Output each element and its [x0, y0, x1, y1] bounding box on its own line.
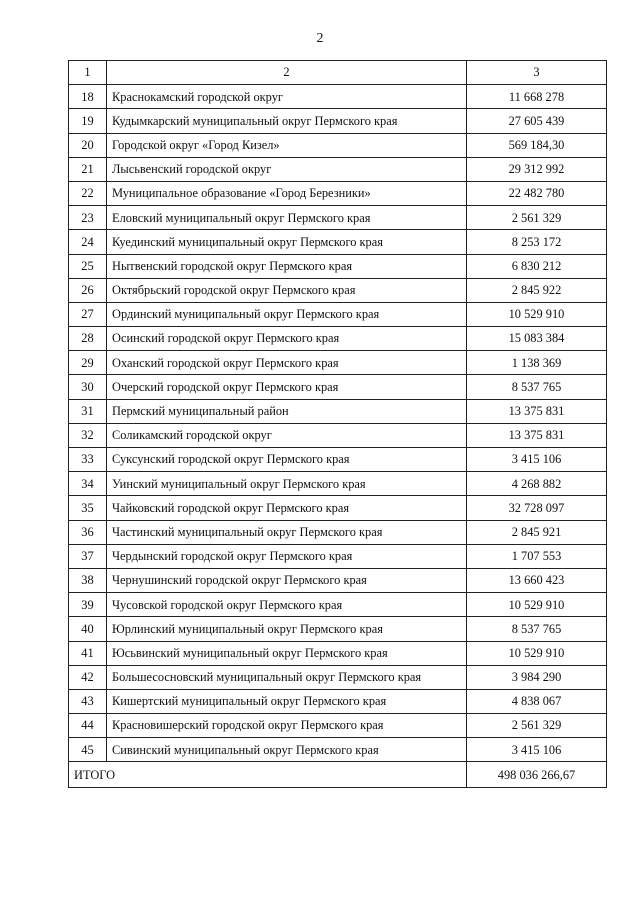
- amount-cell: 4 268 882: [467, 472, 607, 496]
- header-col-2: 2: [107, 61, 467, 85]
- amount-cell: 22 482 780: [467, 181, 607, 205]
- table-row: [69, 448, 607, 472]
- table-row: [69, 327, 607, 351]
- row-number-cell: 36: [69, 520, 107, 544]
- amount-cell: 1 707 553: [467, 544, 607, 568]
- table-row: [69, 375, 607, 399]
- municipality-name-cell: Большесосновский муниципальный округ Пермского края: [107, 665, 467, 689]
- table-row: [69, 181, 607, 205]
- table-row: [69, 109, 607, 133]
- row-number-cell: 42: [69, 665, 107, 689]
- row-number-cell: 29: [69, 351, 107, 375]
- table-row: [69, 617, 607, 641]
- table-row: [69, 423, 607, 447]
- municipality-name-cell: Пермский муниципальный район: [107, 399, 467, 423]
- amount-cell: 2 845 921: [467, 520, 607, 544]
- amount-cell: 3 984 290: [467, 665, 607, 689]
- amount-cell: 8 253 172: [467, 230, 607, 254]
- row-number-cell: 22: [69, 181, 107, 205]
- row-number-cell: 38: [69, 568, 107, 592]
- municipality-name-cell: Уинский муниципальный округ Пермского края: [107, 472, 467, 496]
- municipality-name-cell: Еловский муниципальный округ Пермского края: [107, 206, 467, 230]
- row-number-cell: 18: [69, 85, 107, 109]
- row-number-cell: 45: [69, 738, 107, 762]
- row-number-cell: 21: [69, 157, 107, 181]
- amount-cell: 2 561 329: [467, 714, 607, 738]
- municipality-name-cell: Красновишерский городской округ Пермского края: [107, 714, 467, 738]
- amount-cell: 2 561 329: [467, 206, 607, 230]
- municipality-name-cell: Куединский муниципальный округ Пермского края: [107, 230, 467, 254]
- amount-cell: 569 184,30: [467, 133, 607, 157]
- table-row: [69, 157, 607, 181]
- row-number-cell: 24: [69, 230, 107, 254]
- row-number-cell: 28: [69, 327, 107, 351]
- amount-cell: 3 415 106: [467, 448, 607, 472]
- table-row: [69, 351, 607, 375]
- row-number-cell: 43: [69, 689, 107, 713]
- row-number-cell: 41: [69, 641, 107, 665]
- amount-cell: 4 838 067: [467, 689, 607, 713]
- amount-cell: 15 083 384: [467, 327, 607, 351]
- amount-cell: 8 537 765: [467, 375, 607, 399]
- municipality-name-cell: Чусовской городской округ Пермского края: [107, 593, 467, 617]
- table-row: [69, 568, 607, 592]
- municipality-name-cell: Соликамский городской округ: [107, 423, 467, 447]
- table-row: [69, 520, 607, 544]
- table-row: [69, 230, 607, 254]
- amount-cell: 10 529 910: [467, 302, 607, 326]
- table-row: [69, 689, 607, 713]
- municipality-name-cell: Осинский городской округ Пермского края: [107, 327, 467, 351]
- table-row: [69, 496, 607, 520]
- municipality-name-cell: Суксунский городской округ Пермского края: [107, 448, 467, 472]
- amount-cell: 27 605 439: [467, 109, 607, 133]
- amount-cell: 8 537 765: [467, 617, 607, 641]
- municipality-name-cell: Частинский муниципальный округ Пермского края: [107, 520, 467, 544]
- municipality-name-cell: Очерский городской округ Пермского края: [107, 375, 467, 399]
- table-row: [69, 133, 607, 157]
- table-row: [69, 278, 607, 302]
- amount-cell: 13 660 423: [467, 568, 607, 592]
- table-body: [69, 61, 607, 788]
- table-header-row: [69, 61, 607, 85]
- amount-cell: 11 668 278: [467, 85, 607, 109]
- municipality-name-cell: Чердынский городской округ Пермского края: [107, 544, 467, 568]
- municipality-name-cell: Нытвенский городской округ Пермского края: [107, 254, 467, 278]
- page-number: 2: [316, 31, 324, 46]
- municipality-name-cell: Городской округ «Город Кизел»: [107, 133, 467, 157]
- amount-cell: 6 830 212: [467, 254, 607, 278]
- total-row: [69, 762, 607, 788]
- amount-cell: 29 312 992: [467, 157, 607, 181]
- header-col-1: 1: [69, 61, 107, 85]
- row-number-cell: 32: [69, 423, 107, 447]
- municipality-name-cell: Кишертский муниципальный округ Пермского края: [107, 689, 467, 713]
- table-row: [69, 302, 607, 326]
- row-number-cell: 30: [69, 375, 107, 399]
- table-row: [69, 472, 607, 496]
- row-number-cell: 44: [69, 714, 107, 738]
- municipality-name-cell: Чернушинский городской округ Пермского края: [107, 568, 467, 592]
- amount-cell: 10 529 910: [467, 641, 607, 665]
- table-row: [69, 206, 607, 230]
- municipality-name-cell: Ординский муниципальный округ Пермского края: [107, 302, 467, 326]
- amount-cell: 2 845 922: [467, 278, 607, 302]
- row-number-cell: 20: [69, 133, 107, 157]
- table-row: [69, 738, 607, 762]
- table-row: [69, 85, 607, 109]
- row-number-cell: 26: [69, 278, 107, 302]
- row-number-cell: 39: [69, 593, 107, 617]
- amount-cell: 32 728 097: [467, 496, 607, 520]
- allocation-table: [68, 60, 607, 788]
- row-number-cell: 35: [69, 496, 107, 520]
- municipality-name-cell: Краснокамский городской округ: [107, 85, 467, 109]
- total-amount: 498 036 266,67: [467, 762, 607, 788]
- row-number-cell: 25: [69, 254, 107, 278]
- row-number-cell: 23: [69, 206, 107, 230]
- amount-cell: 13 375 831: [467, 423, 607, 447]
- table-row: [69, 593, 607, 617]
- table-row: [69, 544, 607, 568]
- amount-cell: 3 415 106: [467, 738, 607, 762]
- row-number-cell: 31: [69, 399, 107, 423]
- municipality-name-cell: Оханский городской округ Пермского края: [107, 351, 467, 375]
- row-number-cell: 37: [69, 544, 107, 568]
- row-number-cell: 27: [69, 302, 107, 326]
- row-number-cell: 40: [69, 617, 107, 641]
- table-row: [69, 641, 607, 665]
- table-row: [69, 714, 607, 738]
- amount-cell: 1 138 369: [467, 351, 607, 375]
- amount-cell: 10 529 910: [467, 593, 607, 617]
- municipality-name-cell: Сивинский муниципальный округ Пермского края: [107, 738, 467, 762]
- table-row: [69, 254, 607, 278]
- row-number-cell: 19: [69, 109, 107, 133]
- amount-cell: 13 375 831: [467, 399, 607, 423]
- municipality-name-cell: Юсьвинский муниципальный округ Пермского края: [107, 641, 467, 665]
- table-row: [69, 399, 607, 423]
- municipality-name-cell: Муниципальное образование «Город Березники»: [107, 181, 467, 205]
- row-number-cell: 34: [69, 472, 107, 496]
- municipality-name-cell: Октябрьский городской округ Пермского края: [107, 278, 467, 302]
- municipality-name-cell: Юрлинский муниципальный округ Пермского края: [107, 617, 467, 641]
- table-row: [69, 665, 607, 689]
- municipality-name-cell: Кудымкарский муниципальный округ Пермского края: [107, 109, 467, 133]
- header-col-3: 3: [467, 61, 607, 85]
- municipality-name-cell: Лысьвенский городской округ: [107, 157, 467, 181]
- total-label: ИТОГО: [69, 762, 467, 788]
- municipality-name-cell: Чайковский городской округ Пермского края: [107, 496, 467, 520]
- row-number-cell: 33: [69, 448, 107, 472]
